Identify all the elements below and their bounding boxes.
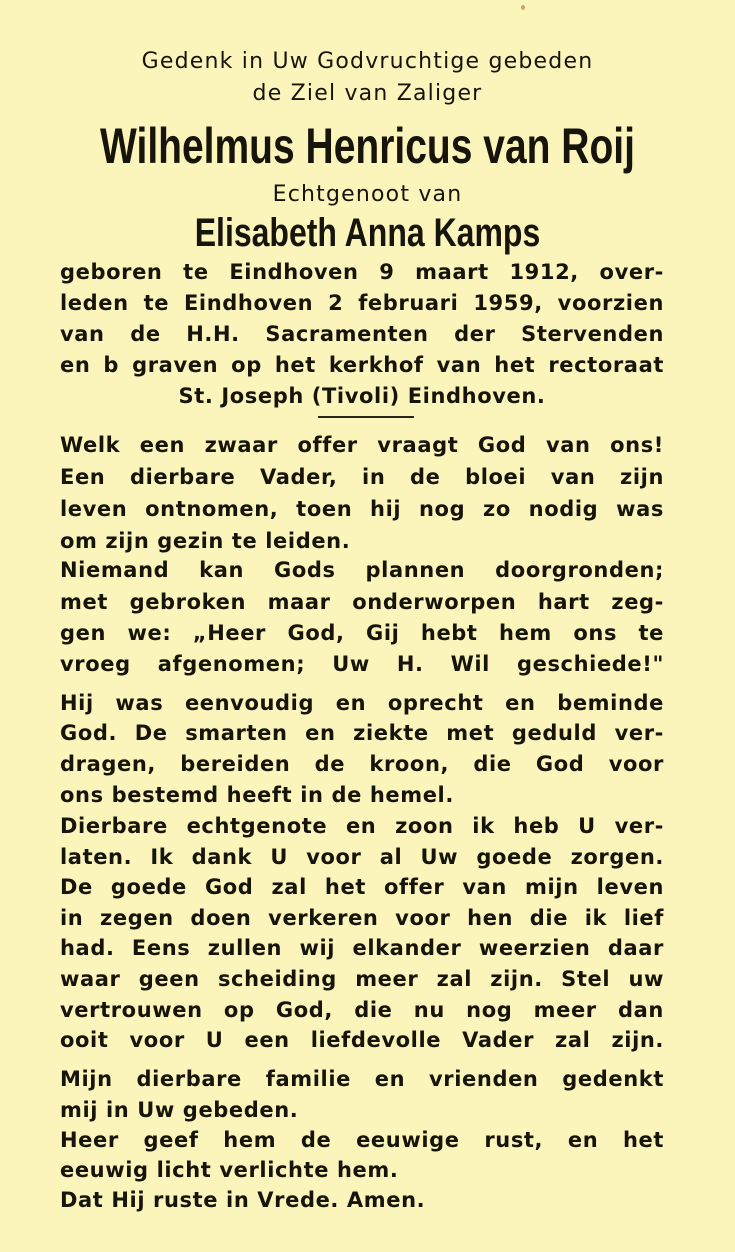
- body-line: leven ontnomen, toen hij nog zo nodig was: [60, 497, 664, 521]
- header-line-1: Gedenk in Uw Godvruchtige gebeden: [141, 49, 594, 74]
- paper-spot: [521, 5, 525, 10]
- spouse-name: Elisabeth Anna Kamps: [194, 211, 541, 255]
- closing-line: Dat Hij ruste in Vrede. Amen.: [60, 1188, 426, 1212]
- body-line: laten. Ik dank U voor al Uw goede zorgen.: [60, 845, 664, 869]
- body-line: in zegen doen verkeren voor hen die ik lief: [60, 906, 664, 930]
- body-line: Een dierbare Vader, in de bloei van zijn: [60, 465, 664, 489]
- body-line: dragen, bereiden de kroon, die God voor: [60, 752, 664, 776]
- body-line: had. Eens zullen wij elkander weerzien daar: [60, 936, 664, 960]
- body-line: eeuwig licht verlichte hem.: [60, 1158, 399, 1182]
- divider: [318, 416, 414, 418]
- body-line: waar geen scheiding meer zal zijn. Stel uw: [60, 967, 664, 991]
- bio-line: leden te Eindhoven 2 februari 1959, voorzien: [60, 291, 664, 315]
- body-line: gen we: „Heer God, Gij hebt hem ons te: [60, 621, 664, 645]
- body-line: vertrouwen op God, die nu nog meer dan: [60, 998, 664, 1022]
- bio-line: geboren te Eindhoven 9 maart 1912, over-: [60, 260, 664, 284]
- bio-line: en b graven op het kerkhof van het rectoraat: [60, 353, 664, 377]
- spouse-label: Echtgenoot van: [272, 182, 463, 207]
- body-line: ons bestemd heeft in de hemel.: [60, 783, 454, 807]
- body-line: om zijn gezin te leiden.: [60, 529, 351, 553]
- bio-line: St. Joseph (Tivoli) Eindhoven.: [178, 384, 546, 408]
- deceased-name: Wilhelmus Henricus van Roij: [100, 118, 635, 174]
- body-line: met gebroken maar onderworpen hart zeg-: [60, 590, 664, 614]
- header-line-2: de Ziel van Zaliger: [252, 81, 483, 106]
- body-line: Hij was eenvoudig en oprecht en beminde: [60, 691, 664, 715]
- body-line: Mijn dierbare familie en vrienden gedenkt: [60, 1067, 664, 1091]
- body-line: Niemand kan Gods plannen doorgronden;: [60, 558, 664, 582]
- body-line: mij in Uw gebeden.: [60, 1098, 299, 1122]
- body-line: Heer geef hem de eeuwige rust, en het: [60, 1128, 664, 1152]
- body-line: De goede God zal het offer van mijn leven: [60, 875, 664, 899]
- body-line: ooit voor U een liefdevolle Vader zal zijn.: [60, 1028, 664, 1052]
- body-line: Welk een zwaar offer vraagt God van ons!: [60, 433, 664, 457]
- body-line: Dierbare echtgenote en zoon ik heb U ver-: [60, 814, 664, 838]
- bio-line: van de H.H. Sacramenten der Stervenden: [60, 322, 664, 346]
- body-line: vroeg afgenomen; Uw H. Wil geschiede!": [60, 652, 664, 676]
- body-line: God. De smarten en ziekte met geduld ver-: [60, 721, 664, 745]
